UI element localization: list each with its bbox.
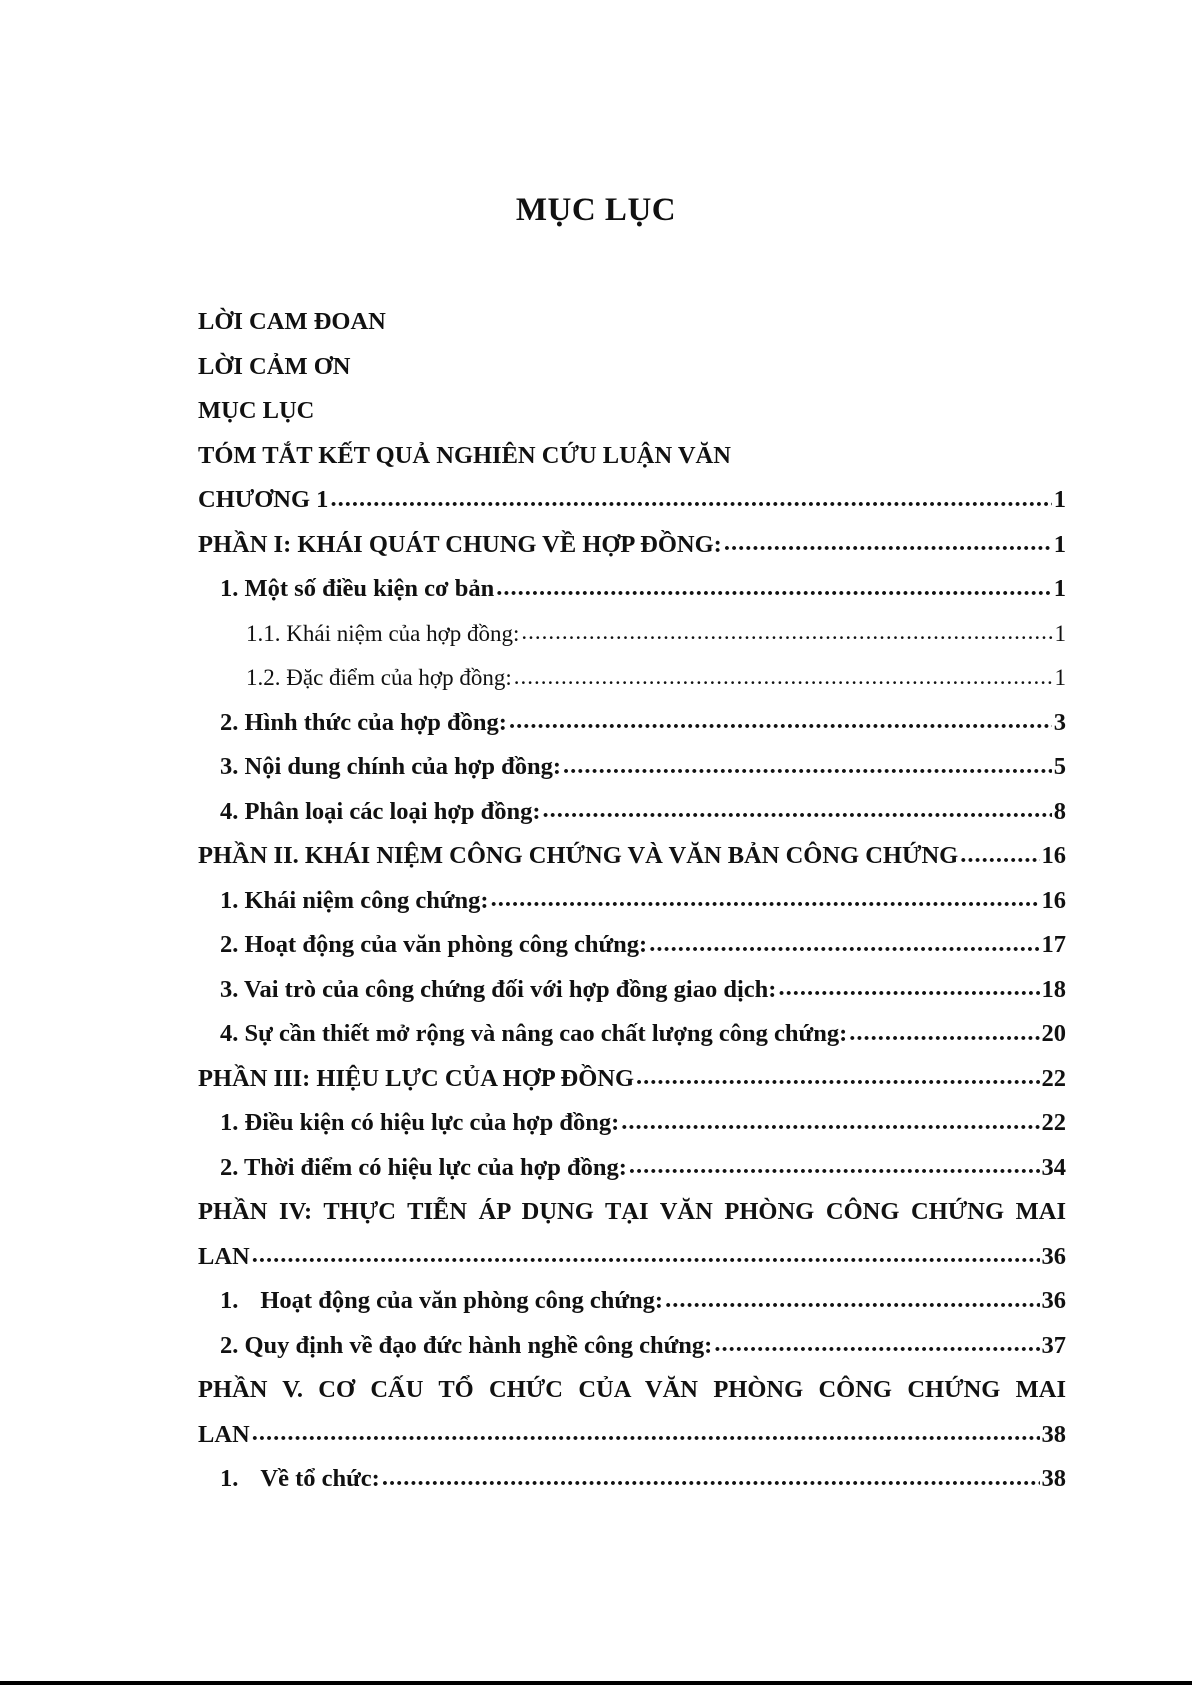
toc-page-number: 20 xyxy=(1041,1020,1066,1048)
toc-entry-continuation[interactable] xyxy=(198,1413,1066,1458)
dot-leader xyxy=(382,1467,1040,1492)
toc-entry[interactable] xyxy=(198,1012,1066,1057)
toc-entry-text: PHẦN V. CƠ CẤU TỔ CHỨC CỦA VĂN PHÒNG CÔNG CHỨNG MAI xyxy=(198,1376,1066,1404)
toc-entry[interactable] xyxy=(198,1146,1066,1191)
toc-page-number: 16 xyxy=(1041,886,1066,914)
toc-entry[interactable] xyxy=(198,389,1066,434)
toc-page-number: 1 xyxy=(1053,530,1066,558)
toc-entry-text: 3. Vai trò của công chứng đối với hợp đồng giao dịch: xyxy=(220,975,777,1003)
dot-leader xyxy=(621,1111,1039,1136)
toc-entry[interactable] xyxy=(198,612,1066,657)
toc-entry-text: TÓM TẮT KẾT QUẢ NGHIÊN CỨU LUẬN VĂN xyxy=(198,441,731,469)
toc-entry[interactable] xyxy=(198,1457,1066,1502)
toc-entry[interactable] xyxy=(198,1101,1066,1146)
dot-leader xyxy=(649,933,1039,958)
toc-page-number: 1 xyxy=(1054,620,1066,646)
toc-page-number: 1 xyxy=(1054,665,1066,691)
toc-page-number: 18 xyxy=(1041,975,1066,1003)
toc-entry[interactable] xyxy=(198,1368,1066,1413)
toc-page-number: 36 xyxy=(1041,1287,1066,1315)
toc-entry-number: 1. xyxy=(220,1287,239,1315)
toc-page-number: 38 xyxy=(1041,1420,1066,1448)
toc-entry[interactable] xyxy=(198,345,1066,390)
toc-entry-text: 2. Quy định về đạo đức hành nghề công chứng: xyxy=(220,1331,713,1359)
toc-page-number: 36 xyxy=(1041,1242,1066,1270)
dot-leader xyxy=(665,1289,1039,1314)
toc-page-number: 16 xyxy=(1041,842,1066,870)
toc-entry[interactable] xyxy=(198,701,1066,746)
toc-entry-text: PHẦN IV: THỰC TIỄN ÁP DỤNG TẠI VĂN PHÒNG CÔNG CHỨNG MAI xyxy=(198,1198,1066,1226)
toc-entry-text: Hoạt động của văn phòng công chứng: xyxy=(260,1287,664,1315)
toc-entry-text: 4. Phân loại các loại hợp đồng: xyxy=(220,797,541,825)
toc-entry-text: 1. Khái niệm công chứng: xyxy=(220,886,489,914)
table-of-contents xyxy=(198,300,1066,1502)
toc-entry-text: PHẦN I: KHÁI QUÁT CHUNG VỀ HỢP ĐỒNG: xyxy=(198,530,722,558)
toc-entry[interactable] xyxy=(198,745,1066,790)
toc-entry[interactable] xyxy=(198,879,1066,924)
toc-entry[interactable] xyxy=(198,478,1066,523)
toc-page-number: 22 xyxy=(1041,1109,1066,1137)
toc-entry-text: LỜI CẢM ƠN xyxy=(198,352,351,380)
dot-leader xyxy=(491,889,1040,914)
dot-leader xyxy=(509,711,1052,736)
toc-entry-text: 4. Sự cần thiết mở rộng và nâng cao chất lượng công chứng: xyxy=(220,1020,848,1048)
toc-entry-text: 1.1. Khái niệm của hợp đồng: xyxy=(246,620,520,646)
toc-entry-text: 1.2. Đặc điểm của hợp đồng: xyxy=(246,665,512,691)
toc-entry[interactable] xyxy=(198,1324,1066,1369)
toc-entry[interactable] xyxy=(198,923,1066,968)
toc-entry-text: 1. Một số điều kiện cơ bản xyxy=(220,575,495,603)
dot-leader xyxy=(252,1423,1040,1448)
dot-leader xyxy=(960,844,1039,869)
toc-page-number: 1 xyxy=(1053,575,1066,603)
toc-entry-text: 2. Thời điểm có hiệu lực của hợp đồng: xyxy=(220,1153,627,1181)
toc-entry-text: CHƯƠNG 1 xyxy=(198,486,329,514)
toc-entry[interactable] xyxy=(198,790,1066,835)
toc-entry-text: PHẦN II. KHÁI NIỆM CÔNG CHỨNG VÀ VĂN BẢN CÔNG CHỨNG xyxy=(198,842,959,870)
dot-leader xyxy=(778,978,1039,1003)
toc-entry-text: 3. Nội dung chính của hợp đồng: xyxy=(220,753,562,781)
dot-leader xyxy=(252,1245,1040,1270)
toc-entry[interactable] xyxy=(198,834,1066,879)
dot-leader xyxy=(849,1022,1039,1047)
dot-leader xyxy=(714,1334,1039,1359)
toc-entry-text: 2. Hoạt động của văn phòng công chứng: xyxy=(220,931,648,959)
dot-leader xyxy=(521,622,1052,645)
toc-entry-text: LỜI CAM ĐOAN xyxy=(198,308,386,336)
toc-entry[interactable] xyxy=(198,1190,1066,1235)
toc-page-number: 17 xyxy=(1041,931,1066,959)
toc-page-number: 5 xyxy=(1053,753,1066,781)
toc-page-number: 37 xyxy=(1041,1331,1066,1359)
toc-entry-text: 1. Điều kiện có hiệu lực của hợp đồng: xyxy=(220,1109,620,1137)
toc-entry[interactable] xyxy=(198,968,1066,1013)
toc-entry[interactable] xyxy=(198,300,1066,345)
dot-leader xyxy=(563,755,1052,780)
toc-entry-text: LAN xyxy=(198,1242,250,1270)
toc-entry-continuation[interactable] xyxy=(198,1235,1066,1280)
toc-entry[interactable] xyxy=(198,1057,1066,1102)
page-title: MỤC LỤC xyxy=(515,192,677,228)
dot-leader xyxy=(629,1156,1040,1181)
toc-entry[interactable] xyxy=(198,434,1066,479)
dot-leader xyxy=(514,667,1053,690)
toc-entry[interactable] xyxy=(198,1279,1066,1324)
toc-entry[interactable] xyxy=(198,567,1066,612)
page-bottom-border xyxy=(0,1681,1192,1685)
toc-entry-text: PHẦN III: HIỆU LỰC CỦA HỢP ĐỒNG xyxy=(198,1064,635,1092)
toc-page-number: 22 xyxy=(1041,1064,1066,1092)
toc-entry[interactable] xyxy=(198,656,1066,701)
dot-leader xyxy=(636,1067,1039,1092)
toc-entry-text: MỤC LỤC xyxy=(198,397,315,425)
toc-page-number: 8 xyxy=(1053,797,1066,825)
toc-entry-text: 2. Hình thức của hợp đồng: xyxy=(220,708,507,736)
dot-leader xyxy=(330,488,1051,513)
dot-leader xyxy=(543,800,1052,825)
toc-page-number: 3 xyxy=(1053,708,1066,736)
toc-page-number: 34 xyxy=(1041,1153,1066,1181)
toc-entry-text: LAN xyxy=(198,1420,250,1448)
dot-leader xyxy=(496,577,1052,602)
dot-leader xyxy=(724,533,1052,558)
toc-entry-text: Về tổ chức: xyxy=(260,1465,380,1493)
toc-page-number: 1 xyxy=(1053,486,1066,514)
toc-entry[interactable] xyxy=(198,523,1066,568)
toc-entry-number: 1. xyxy=(220,1465,239,1493)
toc-page-number: 38 xyxy=(1041,1465,1066,1493)
